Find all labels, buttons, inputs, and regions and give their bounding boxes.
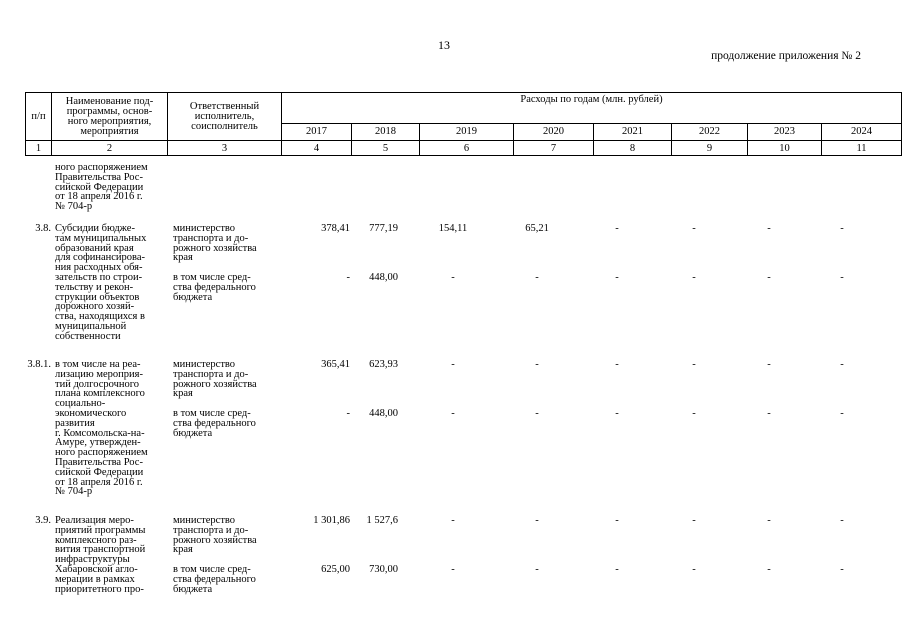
year-header-cell: 2022 [672,124,748,141]
year-value-cell: - [840,515,844,526]
year-header-cell: 2019 [420,124,514,141]
year-value-cell: - [615,564,619,575]
year-value-cell: - [346,272,350,283]
year-value-cell: - [451,408,455,419]
responsible-line: министерство [173,359,236,370]
year-value-cell: 365,41 [321,359,350,370]
responsible-line: края [173,544,193,556]
responsible-line: в том числе сред- [173,564,251,575]
year-value-cell: - [535,515,539,526]
column-number-cell: 9 [672,141,748,156]
row-name-line: Реализация меро- [55,515,134,526]
responsible-line: в том числе сред- [173,408,251,419]
row-name-line: от 18 апреля 2016 г. [55,476,143,488]
year-value-cell: - [692,515,696,526]
row-name-line: ния расходных обя- [55,262,143,274]
year-value-cell: - [535,408,539,419]
responsible-line: края [173,252,193,264]
year-header-cell: 2018 [352,124,420,141]
year-header-cell: 2020 [514,124,594,141]
row-number: 3.8.1. [27,359,51,370]
row-name-line: социально- [55,398,106,410]
header-name-line: мероприятия [80,125,139,137]
year-value-cell: - [615,408,619,419]
year-value-cell: 154,11 [438,223,468,234]
year-value-cell: - [767,408,771,419]
row-name-line: струкции объектов [55,291,140,303]
year-value-cell: 378,41 [321,223,350,234]
column-number-cell: 7 [514,141,594,156]
row-number: 3.9. [35,515,51,526]
year-value-cell: - [767,564,771,575]
row-name-line: тий долгосрочного [55,378,140,390]
year-value-cell: - [615,272,619,283]
year-value-cell: - [840,272,844,283]
responsible-line: в том числе сред- [173,272,251,283]
year-value-cell: - [840,223,844,234]
row-name-line: приоритетного про- [55,583,144,595]
year-value-cell: - [692,359,696,370]
responsible-line: транспорта и до- [173,524,249,536]
year-value-cell: - [451,359,455,370]
year-value-cell: - [767,515,771,526]
column-number-cell: 10 [748,141,822,156]
header-name-line: программы, основ- [66,105,153,117]
row-name-line: вития транспортной [55,544,146,556]
header-responsible-line: Ответственный [189,100,260,112]
row-name-line: там муниципальных [55,232,147,244]
year-value-cell: - [840,408,844,419]
year-value-cell: - [451,515,455,526]
column-number-cell: 3 [168,141,282,156]
row-name-line: в том числе на реа- [55,359,141,370]
year-header-cell: 2017 [282,124,352,141]
row-name-line: г. Комсомольска-на- [55,427,145,439]
responsible-line: транспорта и до- [173,368,249,380]
row-name-line: муниципальной [55,321,127,332]
row-name-line: для софинансирова- [55,252,146,264]
continuation-line: сийской Федерации [55,181,144,193]
row-name-line: Хабаровской агло- [55,564,138,575]
year-value-cell: - [535,564,539,575]
responsible-line: бюджета [173,583,213,595]
year-value-cell: - [692,408,696,419]
row-name-line: лизацию мероприя- [55,368,143,380]
header-name-line: Наименование под- [65,95,154,107]
year-value-cell: - [451,272,455,283]
appendix-note: продолжение приложения № 2 [711,50,861,62]
column-number-cell: 8 [594,141,672,156]
row-name-line: Субсидии бюдже- [55,223,135,234]
header-responsible-line: соисполнитель [191,120,258,132]
row-name-line: Амуре, утвержден- [55,437,141,449]
year-value-cell: 448,00 [369,272,398,283]
year-value-cell: 623,93 [369,359,398,370]
header-name-line: ного мероприятия, [67,115,152,127]
year-value-cell: - [615,515,619,526]
row-name-line: зательств по строи- [55,272,143,283]
row-name-line: мерации в рамках [55,573,135,585]
year-value-cell: - [692,564,696,575]
header-expenses-label: Расходы по годам (млн. рублей) [520,94,663,105]
year-value-cell: 1 527,6 [366,515,398,526]
row-name-line: дорожного хозяй- [55,301,135,313]
row-name-line: Правительства Рос- [55,457,143,468]
year-value-cell: 730,00 [369,564,398,575]
page-number: 13 [438,38,450,52]
row-name-line: плана комплексного [55,388,145,400]
row-number: 3.8. [35,223,51,234]
continuation-line: ного распоряжением [55,162,148,173]
responsible-line: ства федерального [173,573,256,585]
row-name-line: собственности [55,330,121,342]
header-responsible-line: исполнитель, [194,110,255,122]
responsible-line: ства федерального [173,281,256,293]
column-number-cell: 6 [420,141,514,156]
responsible-line: рожного хозяйства [173,534,257,546]
year-value-cell: - [615,223,619,234]
responsible-line: рожного хозяйства [173,242,257,254]
row-name-line: ного распоряжением [55,447,148,459]
year-value-cell: 777,19 [369,223,398,234]
year-value-cell: 1 301,86 [313,515,350,526]
year-value-cell: - [767,223,771,234]
column-number-cell: 2 [52,141,168,156]
responsible-line: транспорта и до- [173,232,249,244]
row-name-line: комплексного раз- [55,534,137,546]
year-value-cell: - [346,408,350,419]
responsible-line: министерство [173,515,236,526]
year-value-cell: - [535,272,539,283]
responsible-line: бюджета [173,291,213,303]
continuation-line: № 704-р [55,201,93,213]
year-value-cell: 625,00 [321,564,350,575]
year-value-cell: - [451,564,455,575]
year-header-cell: 2024 [822,124,902,141]
continuation-line: от 18 апреля 2016 г. [55,191,143,203]
year-value-cell: - [840,564,844,575]
year-value-cell: - [767,272,771,283]
responsible-line: ства федерального [173,417,256,429]
continuation-line: Правительства Рос- [55,171,143,183]
header-number-label: п/п [31,110,46,122]
year-value-cell: 448,00 [369,408,398,419]
year-value-cell: - [840,359,844,370]
responsible-line: министерство [173,223,236,234]
column-number-cell: 5 [352,141,420,156]
row-name-line: сийской Федерации [55,466,144,478]
year-value-cell: - [535,359,539,370]
row-name-line: ства, находящихся в [55,311,145,323]
row-name-line: приятий программы [55,524,146,536]
year-value-cell: - [692,272,696,283]
year-value-cell: - [767,359,771,370]
column-number-cell: 1 [26,141,52,156]
column-number-cell: 11 [822,141,902,156]
column-number-cell: 4 [282,141,352,156]
row-name-line: тельству и рекон- [55,281,134,293]
year-header-cell: 2023 [748,124,822,141]
row-name-line: № 704-р [55,486,93,498]
responsible-line: края [173,388,193,400]
row-name-line: образований края [55,242,134,254]
responsible-line: бюджета [173,427,213,439]
year-value-cell: - [615,359,619,370]
row-name-line: экономического [55,408,127,419]
year-header-cell: 2021 [594,124,672,141]
year-value-cell: 65,21 [525,223,549,234]
row-name-line: развития [55,417,95,429]
year-value-cell: - [692,223,696,234]
responsible-line: рожного хозяйства [173,378,257,390]
row-name-line: инфраструктуры [55,554,130,566]
